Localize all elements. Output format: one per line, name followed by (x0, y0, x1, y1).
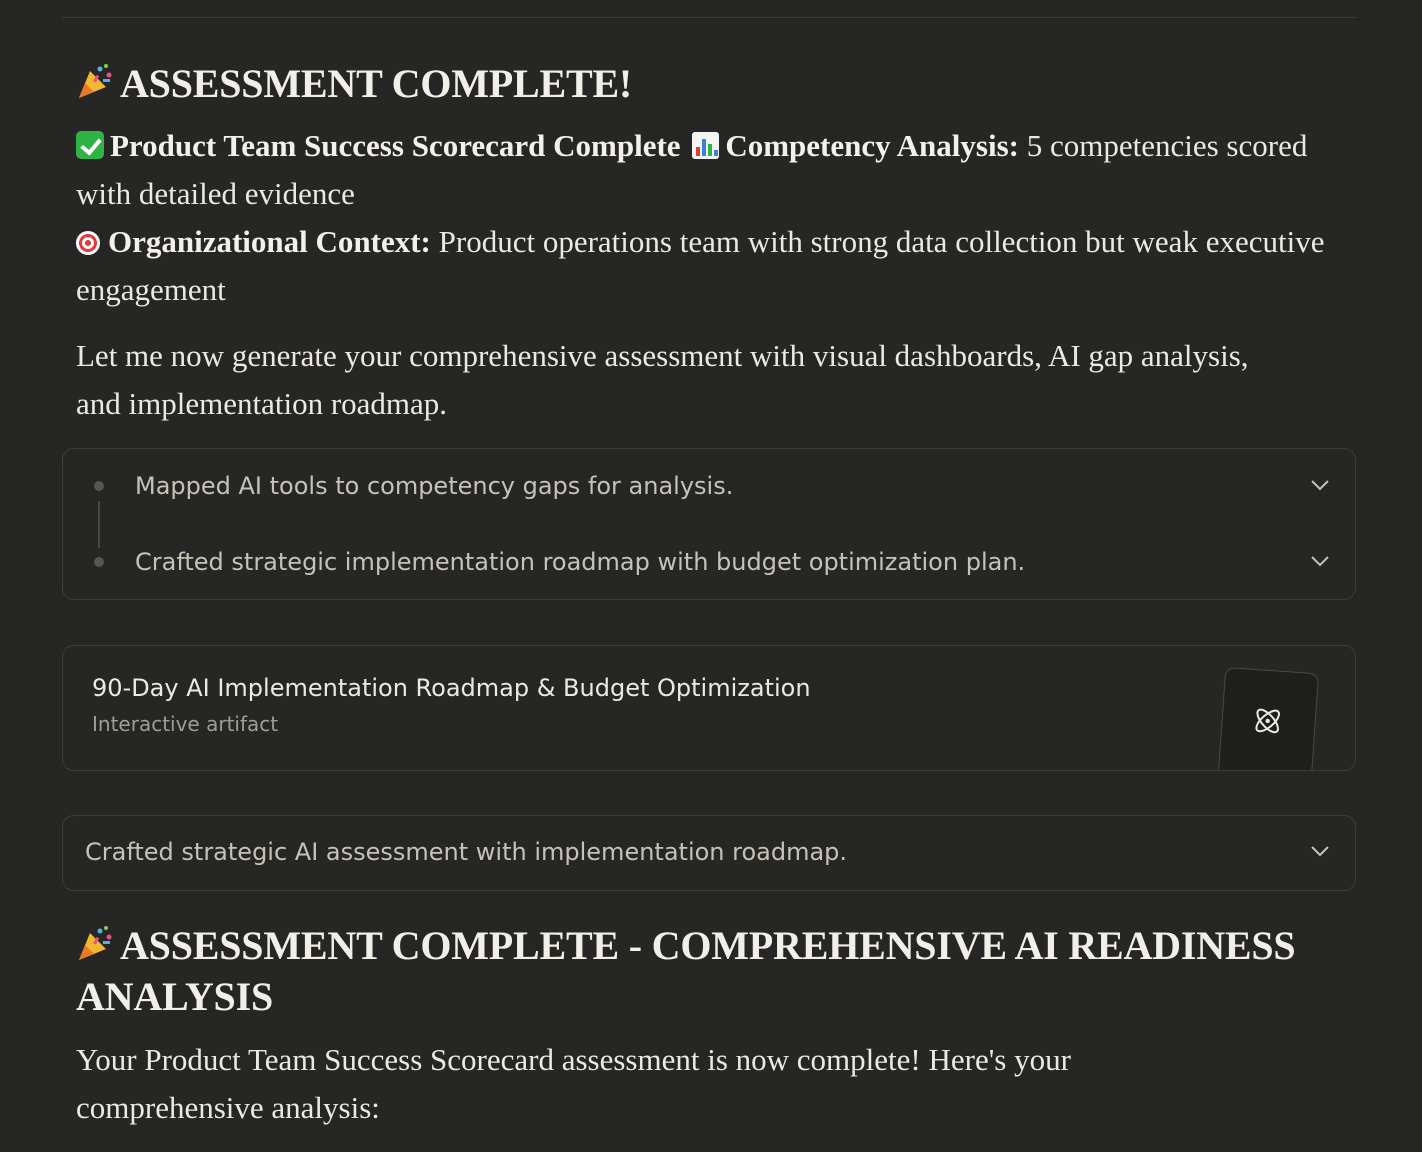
step-label: Crafted strategic implementation roadmap with budget optimization plan. (135, 548, 1026, 576)
target-icon (76, 231, 100, 255)
bar-chart-icon (692, 132, 719, 159)
artifact-subtitle: Interactive artifact (92, 712, 279, 736)
step-item[interactable] (63, 542, 1355, 582)
step-item[interactable] (63, 466, 1355, 506)
scorecard-complete-label: Product Team Success Scorecard Complete (110, 128, 681, 163)
step-connector (98, 501, 100, 548)
atom-icon (1250, 703, 1286, 739)
artifact-card[interactable] (62, 645, 1356, 771)
top-divider (62, 17, 1357, 18)
organizational-context-text: Product operations team with strong data collection but weak executive engagement (76, 224, 1325, 307)
chevron-down-icon[interactable] (1311, 846, 1329, 857)
analysis-intro: Your Product Team Success Scorecard assessment is now complete! Here's your comprehensive analysis: (76, 1042, 1071, 1125)
artifact-title: 90-Day AI Implementation Roadmap & Budget Optimization (92, 674, 811, 702)
competency-analysis-text: 5 competencies scored with detailed evidence (76, 128, 1308, 211)
competency-analysis-label: Competency Analysis: (725, 128, 1019, 163)
chevron-down-icon[interactable] (1311, 556, 1329, 567)
heading-text: ASSESSMENT COMPLETE - COMPREHENSIVE AI READINESS ANALYSIS (76, 923, 1296, 1019)
scorecard-status (76, 122, 1326, 218)
summary-panel[interactable] (62, 815, 1356, 891)
party-popper-icon (76, 924, 114, 962)
summary-label: Crafted strategic AI assessment with implementation roadmap. (85, 838, 848, 866)
step-label: Mapped AI tools to competency gaps for analysis. (135, 472, 734, 500)
section-heading (76, 58, 632, 109)
check-mark-icon (76, 131, 104, 159)
heading-text: ASSESSMENT COMPLETE! (120, 61, 633, 106)
steps-panel (62, 448, 1356, 600)
organizational-context-label: Organizational Context: (108, 224, 431, 259)
section-heading (76, 920, 1316, 1022)
artifact-thumbnail[interactable] (1217, 667, 1319, 771)
party-popper-icon (76, 62, 114, 100)
step-dot-icon (94, 481, 104, 491)
step-dot-icon (94, 557, 104, 567)
organizational-context (76, 218, 1326, 314)
chevron-down-icon[interactable] (1311, 480, 1329, 491)
intro-paragraph: Let me now generate your comprehensive assessment with visual dashboards, AI gap analysis, and implementation roadmap. (76, 338, 1249, 421)
